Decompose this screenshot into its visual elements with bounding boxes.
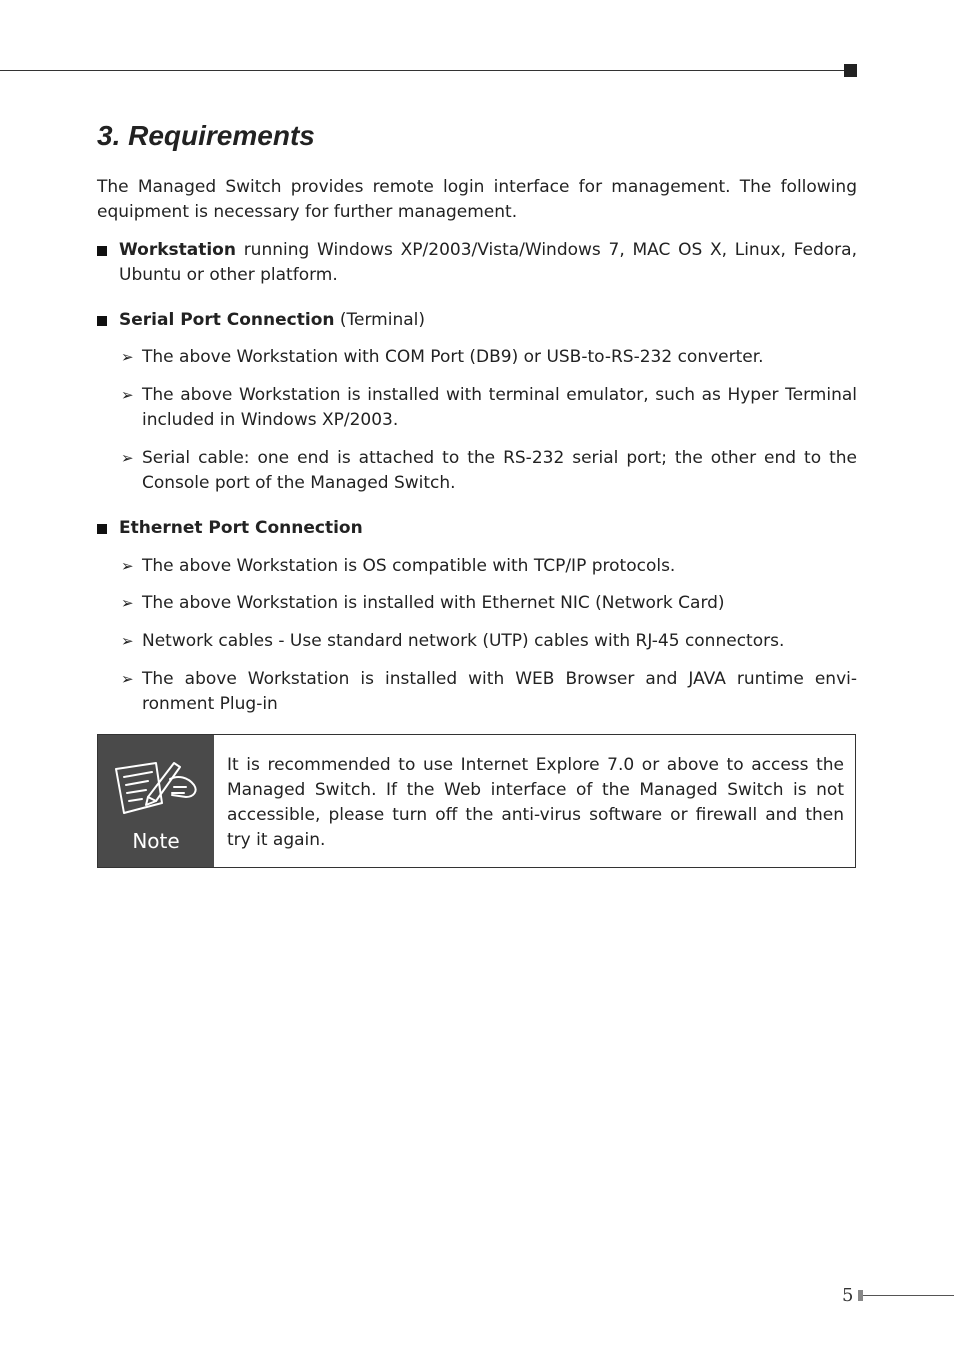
workstation-label: Workstation — [119, 240, 236, 260]
ethernet-label: Ethernet Port Connection — [119, 518, 363, 538]
note-writing-icon — [112, 757, 200, 821]
ethernet-item-text: The above Workstation is installed with Ethernet NIC (Network Card) — [142, 593, 725, 613]
ethernet-item-text: The above Workstation is installed with WEB Browser and JAVA runtime envi-ronment Plug-in — [142, 669, 857, 714]
arrow-bullet-icon: ➢ — [121, 594, 134, 612]
note-icon-panel — [98, 735, 214, 867]
serial-item — [97, 446, 857, 496]
serial-label: Serial Port Connection — [119, 310, 335, 330]
serial-item-text: Serial cable: one end is attached to the RS-232 serial port; the other end to the Console port of the Managed Switch. — [142, 448, 857, 493]
workstation-text: running Windows XP/2003/Vista/Windows 7, MAC OS X, Linux, Fedora, Ubuntu or other platform. — [119, 240, 857, 285]
arrow-bullet-icon: ➢ — [121, 557, 134, 575]
arrow-bullet-icon: ➢ — [121, 348, 134, 366]
note-label: Note — [132, 829, 180, 853]
ethernet-item-text: Network cables - Use standard network (UTP) cables with RJ-45 connectors. — [142, 631, 785, 651]
serial-item — [97, 345, 857, 370]
page-number: 5 — [842, 1285, 854, 1306]
ethernet-section — [97, 516, 857, 717]
ethernet-heading — [97, 516, 857, 541]
square-bullet-icon — [97, 524, 107, 534]
section-heading: 3. Requirements — [97, 120, 315, 151]
serial-item-text: The above Workstation is installed with terminal emulator, such as Hyper Terminal included in Windows XP/2003. — [142, 385, 857, 430]
serial-item-text: The above Workstation with COM Port (DB9) or USB-to-RS-232 converter. — [142, 347, 764, 367]
ethernet-item — [97, 591, 857, 616]
note-text: It is recommended to use Internet Explore 7.0 or above to access the Managed Switch. If the Web interface of the Managed Switch is not accessible, please turn off the anti-virus software or firewall and then try it again. — [227, 755, 844, 850]
header-rule — [0, 70, 848, 71]
arrow-bullet-icon: ➢ — [121, 632, 134, 650]
serial-item — [97, 383, 857, 433]
arrow-bullet-icon: ➢ — [121, 670, 134, 688]
workstation-item — [97, 238, 857, 288]
footer-rule — [863, 1295, 954, 1296]
serial-heading — [97, 308, 857, 333]
ethernet-item — [97, 629, 857, 654]
ethernet-item — [97, 554, 857, 579]
serial-suffix: (Terminal) — [334, 310, 425, 330]
intro-paragraph: The Managed Switch provides remote login interface for management. The following equipment is necessary for further management. — [97, 177, 857, 222]
note-box — [97, 734, 856, 868]
square-bullet-icon — [97, 246, 107, 256]
workstation-section — [97, 238, 857, 288]
arrow-bullet-icon: ➢ — [121, 449, 134, 467]
header-square-mark — [844, 64, 857, 77]
serial-section — [97, 308, 857, 496]
ethernet-item-text: The above Workstation is OS compatible with TCP/IP protocols. — [142, 556, 676, 576]
square-bullet-icon — [97, 316, 107, 326]
ethernet-item — [97, 667, 857, 717]
arrow-bullet-icon: ➢ — [121, 386, 134, 404]
